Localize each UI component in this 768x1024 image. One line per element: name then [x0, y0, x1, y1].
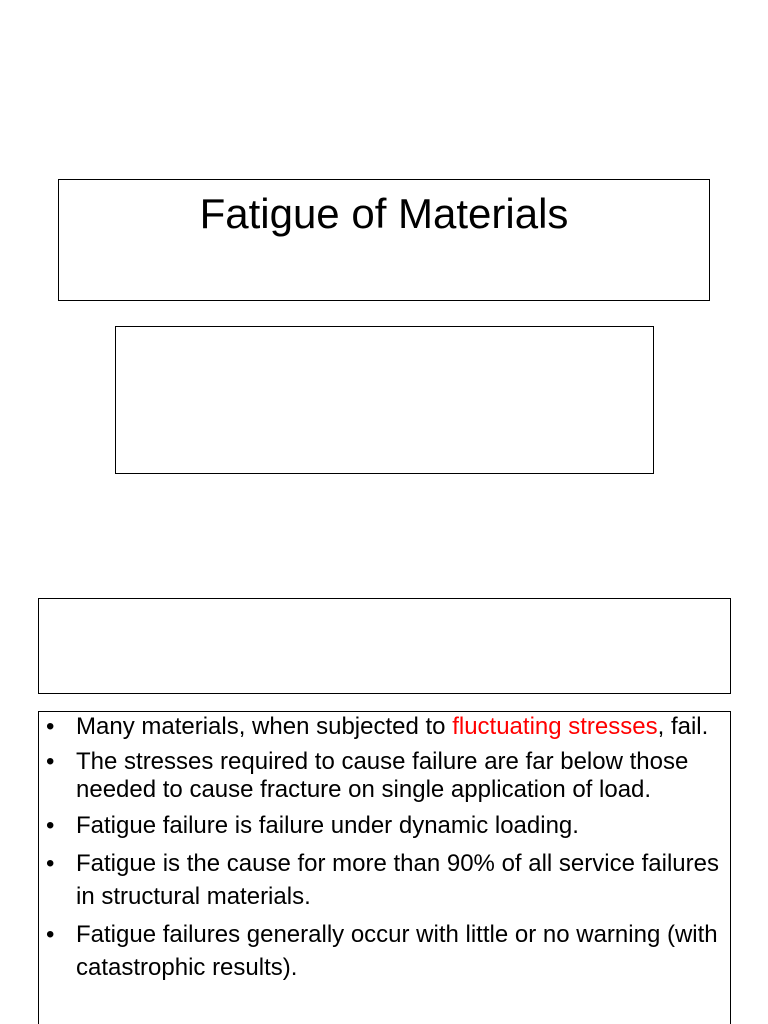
bullet-text: The stresses required to cause failure are far below those needed to cause fracture on single application of load. [76, 748, 689, 803]
bullet-dot: • [46, 850, 55, 877]
heading-placeholder-box [38, 598, 731, 694]
bullet-dot: • [46, 713, 55, 740]
bullet-item [40, 809, 720, 842]
bullet-item [40, 748, 720, 804]
bullet-text: Many materials, when subjected to [76, 713, 453, 740]
bullet-dot: • [46, 921, 55, 948]
bullet-dot: • [46, 812, 55, 839]
highlighted-term: fluctuating stresses [452, 713, 658, 740]
bullet-item [40, 710, 720, 743]
bullet-text: Fatigue failures generally occur with little or no warning (with catastrophic results). [76, 921, 718, 981]
bullet-text: , fail. [657, 713, 709, 740]
bullet-item [40, 918, 720, 984]
bullet-dot: • [46, 748, 55, 775]
subtitle-placeholder-box [115, 326, 654, 474]
slide-title: Fatigue of Materials [199, 190, 569, 237]
bullet-item [40, 847, 720, 913]
bullet-list [40, 710, 720, 989]
bullet-text: Fatigue failure is failure under dynamic loading. [76, 812, 579, 839]
bullet-text: Fatigue is the cause for more than 90% of all service failures in structural materials. [76, 850, 719, 910]
